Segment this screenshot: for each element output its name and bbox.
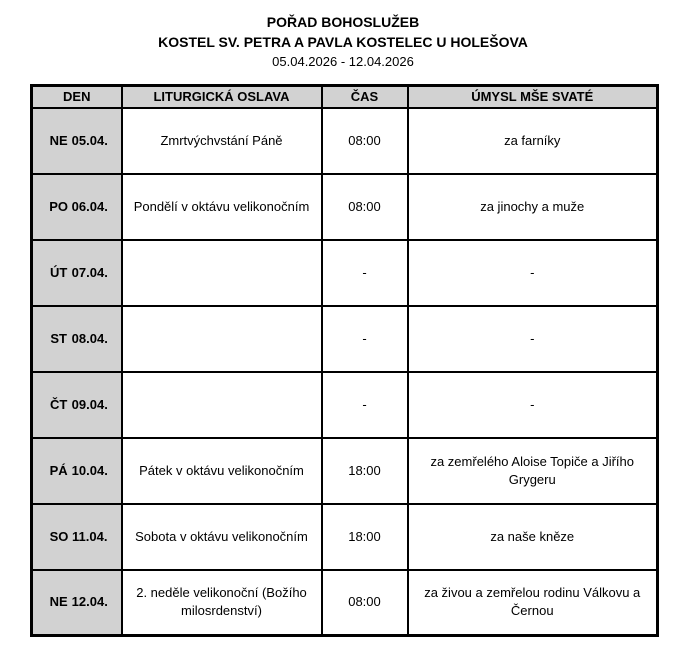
time-cell: 08:00 xyxy=(322,174,408,240)
time-cell: - xyxy=(322,306,408,372)
time-cell: 08:00 xyxy=(322,108,408,174)
day-cell xyxy=(32,372,122,438)
day-abbrev: NE xyxy=(49,594,68,610)
intention-cell: za naše kněze xyxy=(408,504,658,570)
schedule-table-head xyxy=(32,86,658,108)
time-cell: 18:00 xyxy=(322,438,408,504)
date-range: 05.04.2026 - 12.04.2026 xyxy=(272,54,414,69)
table-row xyxy=(32,438,658,504)
day-abbrev: PO xyxy=(49,198,69,214)
day-cell xyxy=(32,240,122,306)
table-row xyxy=(32,240,658,306)
table-row xyxy=(32,570,658,636)
day-abbrev: ST xyxy=(50,330,67,346)
table-row xyxy=(32,174,658,240)
table-row xyxy=(32,306,658,372)
day-abbrev: ČT xyxy=(50,396,68,412)
time-cell: - xyxy=(322,372,408,438)
celebration-cell: Zmrtvýchvstání Páně xyxy=(122,108,322,174)
table-row xyxy=(32,372,658,438)
day-abbrev: PÁ xyxy=(49,462,68,478)
page-title: POŘAD BOHOSLUŽEB xyxy=(266,14,420,30)
celebration-cell: Pondělí v oktávu velikonočním xyxy=(122,174,322,240)
day-abbrev: ÚT xyxy=(50,264,68,280)
intention-cell: - xyxy=(408,372,658,438)
page-subtitle: KOSTEL SV. PETRA A PAVLA KOSTELEC U HOLEŠOVA xyxy=(158,34,528,50)
intention-cell: za jinochy a muže xyxy=(408,174,658,240)
time-cell: 08:00 xyxy=(322,570,408,636)
day-date: 05.04. xyxy=(71,132,108,148)
celebration-cell xyxy=(122,306,322,372)
intention-cell: za farníky xyxy=(408,108,658,174)
schedule-table-body xyxy=(32,108,658,636)
header-row xyxy=(32,86,658,108)
day-cell xyxy=(32,570,122,636)
day-date: 10.04. xyxy=(71,462,108,478)
intention-cell: za živou a zemřelou rodinu Válkovu a Černou xyxy=(408,570,658,636)
intention-cell: za zemřelého Aloise Topiče a Jiřího Grygeru xyxy=(408,438,658,504)
col-header-day: DEN xyxy=(32,86,122,108)
celebration-cell xyxy=(122,240,322,306)
day-abbrev: SO xyxy=(49,528,69,544)
day-date: 12.04. xyxy=(71,594,108,610)
day-abbrev: NE xyxy=(49,132,68,148)
day-date: 06.04. xyxy=(71,198,108,214)
day-cell xyxy=(32,438,122,504)
day-cell xyxy=(32,174,122,240)
intention-cell: - xyxy=(408,240,658,306)
celebration-cell: 2. neděle velikonoční (Božího milosrdenství) xyxy=(122,570,322,636)
celebration-cell: Sobota v oktávu velikonočním xyxy=(122,504,322,570)
col-header-time: ČAS xyxy=(322,86,408,108)
time-cell: - xyxy=(322,240,408,306)
day-cell xyxy=(32,108,122,174)
time-cell: 18:00 xyxy=(322,504,408,570)
intention-cell: - xyxy=(408,306,658,372)
celebration-cell: Pátek v oktávu velikonočním xyxy=(122,438,322,504)
day-date: 09.04. xyxy=(71,396,108,412)
day-cell xyxy=(32,504,122,570)
titles-block xyxy=(0,0,686,72)
day-cell xyxy=(32,306,122,372)
col-header-intention: ÚMYSL MŠE SVATÉ xyxy=(408,86,658,108)
schedule-table xyxy=(30,84,659,637)
col-header-celebration: LITURGICKÁ OSLAVA xyxy=(122,86,322,108)
celebration-cell xyxy=(122,372,322,438)
day-date: 11.04. xyxy=(72,528,108,544)
table-row xyxy=(32,108,658,174)
day-date: 08.04. xyxy=(71,330,108,346)
day-date: 07.04. xyxy=(71,264,108,280)
table-row xyxy=(32,504,658,570)
